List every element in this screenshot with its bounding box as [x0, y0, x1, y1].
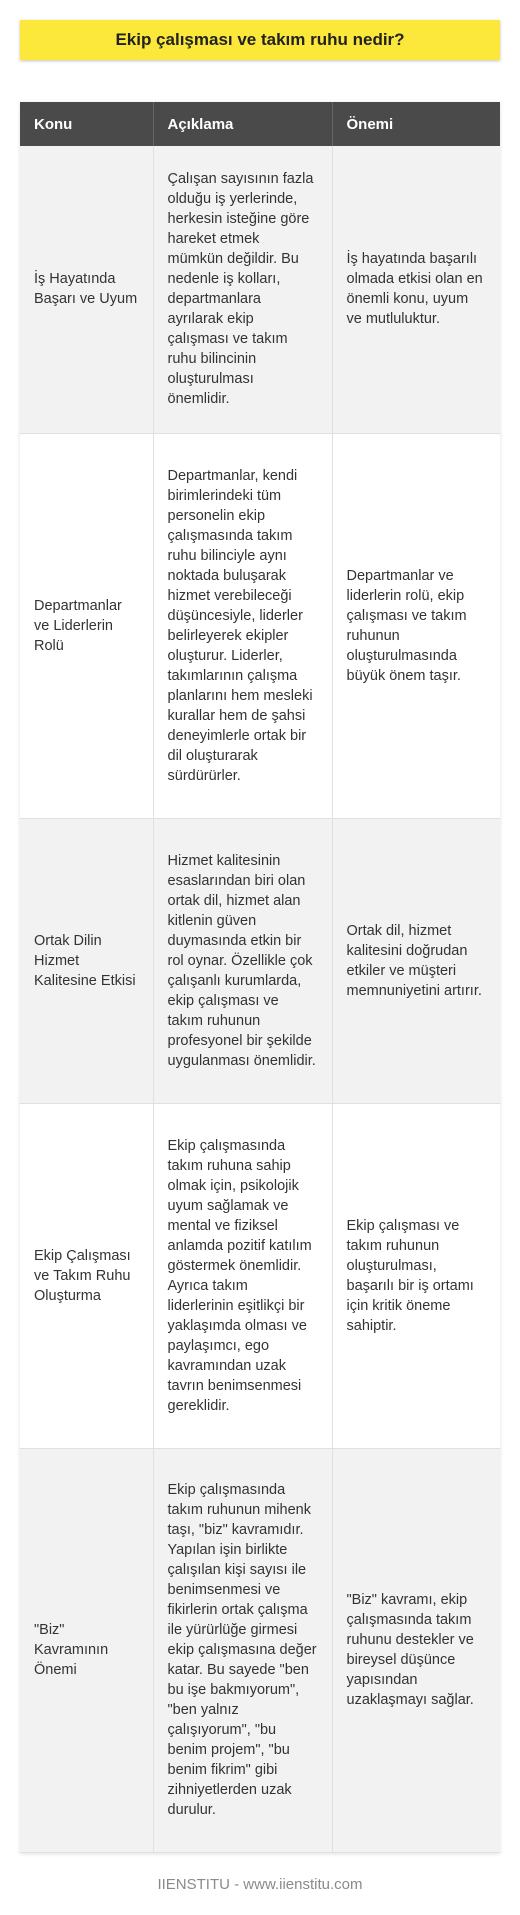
content-table-wrapper	[20, 102, 500, 1853]
table-header-row	[20, 102, 500, 146]
table-row	[20, 433, 500, 818]
header-konu: Konu	[20, 102, 153, 146]
cell-aciklama: Çalışan sayısının fazla olduğu iş yerlerinde, herkesin isteğine göre hareket etmek mümkün değildir. Bu nedenle iş kolları, departmanlara ayrılarak ekip çalışması ve takım ruhu bilincinin oluşturulması önemlidir.	[153, 146, 332, 433]
cell-aciklama: Ekip çalışmasında takım ruhunun mihenk taşı, "biz" kavramıdır. Yapılan işin birlikte çalışılan kişi sayısı ile benimsenmesi ve fikirlerin ortak çalışma ile yürürlüğe girmesi ekip çalışmasına değer katar. Bu sayede "ben bu işe bakmıyorum", "ben yalnız çalışıyorum", "bu benim projem", "bu benim fikrim" gibi zihniyetlerden uzak durulur.	[153, 1448, 332, 1852]
cell-onemi: İş hayatında başarılı olmada etkisi olan en önemli konu, uyum ve mutluluktur.	[332, 146, 500, 433]
content-table	[20, 102, 500, 1853]
cell-konu: "Biz" Kavramının Önemi	[20, 1448, 153, 1852]
cell-onemi: Departmanlar ve liderlerin rolü, ekip çalışması ve takım ruhunun oluşturulmasında büyük önem taşır.	[332, 433, 500, 818]
cell-onemi: Ekip çalışması ve takım ruhunun oluşturulması, başarılı bir iş ortamı için kritik öneme sahiptir.	[332, 1103, 500, 1448]
cell-konu: Ekip Çalışması ve Takım Ruhu Oluşturma	[20, 1103, 153, 1448]
header-aciklama: Açıklama	[153, 102, 332, 146]
table-row	[20, 146, 500, 433]
cell-onemi: Ortak dil, hizmet kalitesini doğrudan etkiler ve müşteri memnuniyetini artırır.	[332, 818, 500, 1103]
cell-konu: İş Hayatında Başarı ve Uyum	[20, 146, 153, 433]
table-row	[20, 1103, 500, 1448]
table-row	[20, 1448, 500, 1852]
cell-onemi: "Biz" kavramı, ekip çalışmasında takım ruhunu destekler ve bireysel düşünce yapısından uzaklaşmayı sağlar.	[332, 1448, 500, 1852]
footer-credit: IIENSTITU - www.iienstitu.com	[157, 1876, 363, 1893]
cell-aciklama: Departmanlar, kendi birimlerindeki tüm personelin ekip çalışmasında takım ruhu bilinciyle aynı noktada buluşarak hizmet verebileceği düşüncesiyle, liderler belirleyerek ekipler oluşturur. Liderler, takımlarının çalışma planlarını hem mesleki kurallar hem de şahsi deneyimlerle ortak bir dil oluşturarak sürdürürler.	[153, 433, 332, 818]
header-onemi: Önemi	[332, 102, 500, 146]
cell-konu: Ortak Dilin Hizmet Kalitesine Etkisi	[20, 818, 153, 1103]
table-row	[20, 818, 500, 1103]
page-title: Ekip çalışması ve takım ruhu nedir?	[20, 20, 500, 60]
cell-konu: Departmanlar ve Liderlerin Rolü	[20, 433, 153, 818]
cell-aciklama: Ekip çalışmasında takım ruhuna sahip olmak için, psikolojik uyum sağlamak ve mental ve fiziksel anlamda pozitif katılım göstermek önemlidir. Ayrıca takım liderlerinin eşitlikçi bir yaklaşımda olması ve paylaşımcı, ego kavramından uzak tavrın benimsenmesi gereklidir.	[153, 1103, 332, 1448]
cell-aciklama: Hizmet kalitesinin esaslarından biri olan ortak dil, hizmet alan kitlenin güven duymasında etkin bir rol oynar. Özellikle çok çalışanlı kurumlarda, ekip çalışması ve takım ruhunun profesyonel bir şekilde uygulanması önemlidir.	[153, 818, 332, 1103]
